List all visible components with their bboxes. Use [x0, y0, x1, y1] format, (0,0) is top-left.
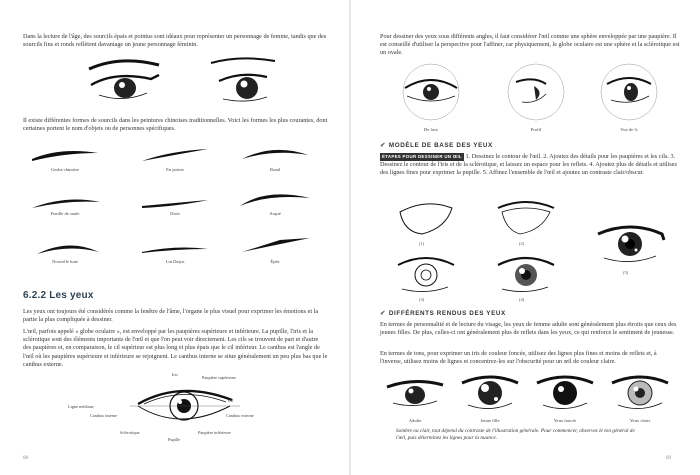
brow-label-8: Lin Daiyu — [165, 259, 185, 264]
steps-tag: ÉTAPES POUR DESSINER UN ŒIL — [380, 153, 464, 161]
label-lower-lid: Paupière inférieure — [198, 430, 231, 435]
step-label-1: (1) — [419, 241, 425, 246]
note-text: Sombre ou clair, tout dépend du contraste de l'illustration générale. Pour commencer, observez le ton général de l'œil, puis déterminez les lignes pour la nuance. — [396, 428, 635, 441]
left-page — [0, 0, 349, 475]
model-heading: ✔ MODÈLE DE BASE DES YEUX — [380, 142, 493, 149]
label-iris: Iris — [172, 372, 178, 377]
eye-profile-view — [506, 62, 566, 122]
eyes-paragraph-2: L'œil, parfois appelé « globe oculaire », est enveloppé par les paupières supérieure et inférieure. La pupille, l'iris et la sclérotique sont des éléments importants de l'œil et que l'on peut voir directement. Les cils se trouvent de part et d'autre des paupières et, en comparaison, le cil supérieur est plus long et plus épais que le cil inférieur. Le canthus est l'angle de l'œil où les paupières supérieure et inférieure se rejoignent. Le canthus interne se situe généralement un peu plus bas que le canthus externe. — [23, 328, 328, 368]
label-inner-canthus: Canthus interne — [90, 413, 118, 418]
label-outer-canthus: Canthus externe — [226, 413, 254, 418]
eye-light — [610, 373, 670, 413]
brow-label-9: Épée — [270, 259, 280, 264]
brows-intro-text: Il existe différentes formes de sourcils dans les peintures chinoises traditionnelles. Voici les formes les plus courantes, dont certaines portent le nom d'objets ou de personnes spécifiques. — [23, 117, 328, 133]
brow-label-6: Arqué — [269, 211, 281, 216]
step-4-eye — [496, 253, 556, 295]
brow-label-7: Nouvelle lune — [52, 259, 78, 264]
label-upper-lid: Paupière supérieure — [202, 375, 237, 380]
page-number-right: 69 — [666, 456, 671, 461]
example-eye-2 — [205, 55, 285, 105]
brow-nouvelle-lune — [35, 240, 101, 256]
type-label-2: Jeune fille — [480, 418, 500, 423]
page-number-left: 68 — [23, 456, 28, 461]
angle-label-1: De face — [423, 127, 439, 132]
brow-saule — [30, 195, 102, 211]
step-3-eye — [396, 253, 456, 295]
brow-lin-daiyu — [140, 243, 210, 255]
rendered-paragraph-1: En termes de personnalité et de lecture du visage, les yeux de femme adulte sont généralement plus étroits que ceux des jeunes filles. De plus, celles-ci ont généralement plus de reflets dans les yeux, ce qui renforce le sentiment de jeunesse. — [380, 321, 677, 337]
brow-droit — [140, 196, 210, 210]
label-sclera: Sclérotique — [120, 430, 140, 435]
step-label-3: (3) — [419, 297, 425, 302]
brow-label-5: Droit — [170, 211, 180, 216]
label-pupil: Pupille — [168, 437, 181, 442]
step-label-4: (4) — [519, 297, 525, 302]
eye-young-girl — [460, 373, 520, 413]
brow-label-3: Rond — [270, 167, 280, 172]
brow-label-2: En pointe — [166, 167, 184, 172]
brow-gesha — [30, 147, 100, 163]
steps-text: 1. Dessinez le contour de l'œil. 2. Ajoutez des détails pour les paupières et les cils. 3. Dessinez le contour de l'iris et de la sclérotique, et laissez un espace pour les reflets. 4. Ajoutez plus de détails et utilisez des lignes fines pour exprimer la pupille. 5. Affinez l'ensemble de l'œil et ajoutez un contraste clair/obscur. — [380, 153, 678, 177]
angles-intro-text: Pour dessiner des yeux sous différents angles, il faut considérer l'œil comme une sphère enveloppée par une paupière. Il est conseillé d'utiliser la perspective pour l'affiner, car physiquement, le globe oculaire est une sphère et la sclérotique est un ovale. — [380, 33, 680, 57]
brow-label-4: Feuille de saule — [50, 211, 80, 216]
label-midline: Ligne médiane — [68, 404, 94, 409]
label-cil: Cil — [228, 398, 234, 403]
flag-icon: ✔ — [380, 142, 386, 149]
step-5-eye — [596, 222, 666, 266]
brow-en-pointe — [140, 147, 210, 163]
brow-rond — [240, 145, 310, 161]
rendered-heading: ✔ DIFFÉRENTS RENDUS DES YEUX — [380, 310, 506, 317]
eye-three-quarter-view — [599, 62, 659, 122]
steps-paragraph — [380, 153, 680, 178]
example-eye-1 — [85, 55, 165, 105]
step-2-eye — [496, 198, 556, 238]
type-label-4: Yeux clairs — [629, 418, 651, 423]
angle-label-2: Profil — [530, 127, 542, 132]
eye-dark — [535, 373, 595, 413]
eye-adult — [385, 375, 445, 411]
eye-anatomy-diagram — [130, 378, 240, 436]
step-label-2: (2) — [519, 241, 525, 246]
type-label-1: Adulte — [408, 418, 422, 423]
brow-arque — [238, 190, 312, 208]
step-1-eye — [396, 198, 456, 238]
flag-icon-2: ✔ — [380, 310, 386, 317]
right-page — [351, 0, 700, 475]
rendered-paragraph-2: En termes de tons, pour exprimer un iris de couleur foncée, utilisez des lignes plus fines et moins de reflets et, à l'inverse, utilisez moins de lignes et concentrez-les sur l'obscurité pour un œil de couleur claire. — [380, 350, 657, 366]
eye-front-view — [401, 62, 461, 122]
brow-epee — [240, 236, 312, 254]
section-title: 6.2.2 Les yeux — [23, 290, 94, 301]
brow-label-1: Gesha chinoise — [51, 167, 79, 172]
intro-text: Dans la lecture de l'âge, des sourcils épais et pointus sont idéaux pour représenter un personnage de femme, tandis que des sourcils fins et ronds reflètent davantage un jeune personnage féminin. — [23, 33, 327, 49]
angle-label-3: Vue de ¾ — [620, 127, 638, 132]
type-label-3: Yeux foncés — [553, 418, 577, 423]
eyes-paragraph-1: Les yeux ont toujours été considérés comme la fenêtre de l'âme, l'organe le plus visuel pour exprimer les émotions et la partie la plus compliquée à dessiner. — [23, 308, 319, 324]
step-label-5: (5) — [623, 270, 629, 275]
